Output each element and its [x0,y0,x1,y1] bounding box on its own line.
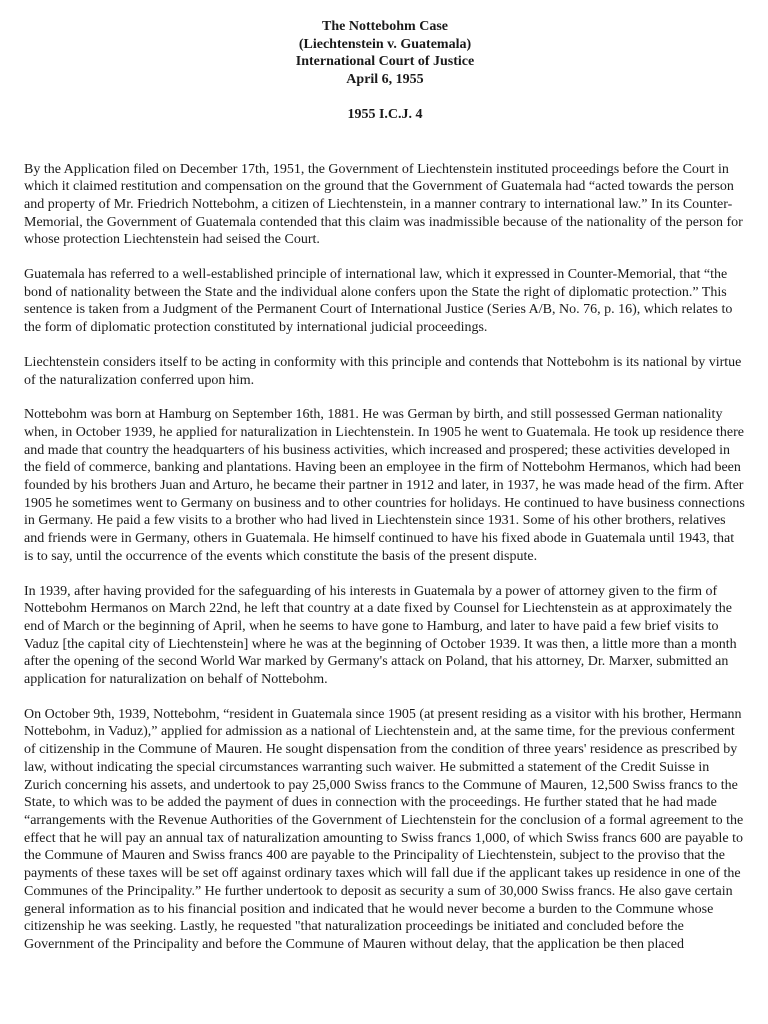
paragraph-1939-departure: In 1939, after having provided for the safeguarding of his interests in Guatemala by a power of attorney given to the firm of Nottebohm Hermanos on March 22nd, he left that country at a date fixed by Counsel for Liechtenstein as at approximately the end of March or the beginning of April, when he seems to have gone to Hamburg, and later to have paid a few brief visits to Vaduz [the capital city of Liechtenstein] where he was at the beginning of October 1939. It was then, a little more than a month after the opening of the second World War marked by Germany's attack on Poland, that his attorney, Dr. Marxer, submitted an application for naturalization on behalf of Nottebohm. [24,583,737,688]
case-parties: (Liechtenstein v. Guatemala) [298,36,472,52]
paragraph-guatemala-principle: Guatemala has referred to a well-established principle of international law, which it expressed in Counter-Memorial, that “the bond of nationality between the State and the individual alone confers upon the State the right of diplomatic protection.” This sentence is taken from a Judgment of the Permanent Court of International Justice (Series A/B, No. 76, p. 16), which relates to the form of diplomatic protection constituted by international judicial proceedings. [24,267,733,336]
document-page [24,18,746,971]
paragraph-application: By the Application filed on December 17th, 1951, the Government of Liechtenstein instituted proceedings before the Court in which it claimed restitution and compensation on the ground that the Government of Guatemala had “acted towards the person and property of Mr. Friedrich Nottebohm, a citizen of Liechtenstein, in a manner contrary to international law.” In its Counter-Memorial, the Government of Guatemala contended that this claim was inadmissible because of the nationality of the person for whose protection Liechtenstein had seised the Court. [24,161,743,248]
case-title: The Nottebohm Case [322,19,448,34]
case-header [24,18,746,88]
document-body [24,161,746,954]
paragraph-nottebohm-background: Nottebohm was born at Hamburg on September 16th, 1881. He was German by birth, and still possessed German nationality when, in October 1939, he applied for naturalization in Liechtenstein. In 1905 he went to Guatemala. He took up residence there and made that country the headquarters of his business activities, which increased and prospered; these activities developed in the field of commerce, banking and plantations. Having been an employee in the firm of Nottebohm Hermanos, which had been founded by his brothers Juan and Arturo, he became their partner in 1912 and later, in 1937, he was made head of the firm. After 1905 he sometimes went to Germany on business and to other countries for holidays. He continued to have business connections in Germany. He paid a few visits to a brother who had lived in Liechtenstein since 1931. Some of his other brothers, relatives and friends were in Germany, others in Guatemala. He himself continued to have his fixed abode in Guatemala until 1943, that is to say, until the occurrence of the events which constitute the basis of the present dispute. [24,407,745,564]
decision-date: April 6, 1955 [346,71,424,87]
court-name: International Court of Justice [295,54,475,69]
paragraph-liechtenstein-position: Liechtenstein considers itself to be acting in conformity with this principle and contends that Nottebohm is its national by virtue of the naturalization conferred upon him. [24,354,742,388]
paragraph-naturalization-application: On October 9th, 1939, Nottebohm, “resident in Guatemala since 1905 (at present residing as a visitor with his brother, Hermann Nottebohm, in Vaduz),” applied for admission as a national of Liechtenstein and, at the same time, for the previous conferment of citizenship in the Commune of Mauren. He sought dispensation from the condition of three years' residence as prescribed by law, without indicating the special circumstances warranting such waiver. He submitted a statement of the Credit Suisse in Zurich concerning his assets, and undertook to pay 25,000 Swiss francs to the Commune of Mauren, 12,500 Swiss francs to the State, to which was to be added the payment of dues in connection with the proceedings. He further stated that he had made “arrangements with the Revenue Authorities of the Government of Liechtenstein for the conclusion of a formal agreement to the effect that he will pay an annual tax of naturalization amounting to Swiss francs 1,000, of which Swiss francs 600 are payable to the Commune of Mauren and Swiss francs 400 are payable to the Principality of Liechtenstein, subject to the proviso that the payments of these taxes will be set off against ordinary taxes which will fall due if the applicant takes up residence in one of the Communes of the Principality.” He further undertook to deposit as security a sum of 30,000 Swiss francs. He also gave certain general information as to his financial position and indicated that he would never become a burden to the Commune whose citizenship he was seeking. Lastly, he requested "that naturalization proceedings be initiated and concluded before the Government of the Principality and before the Commune of Mauren without delay, that the application be then placed [24,706,744,952]
case-citation: 1955 I.C.J. 4 [347,107,423,122]
